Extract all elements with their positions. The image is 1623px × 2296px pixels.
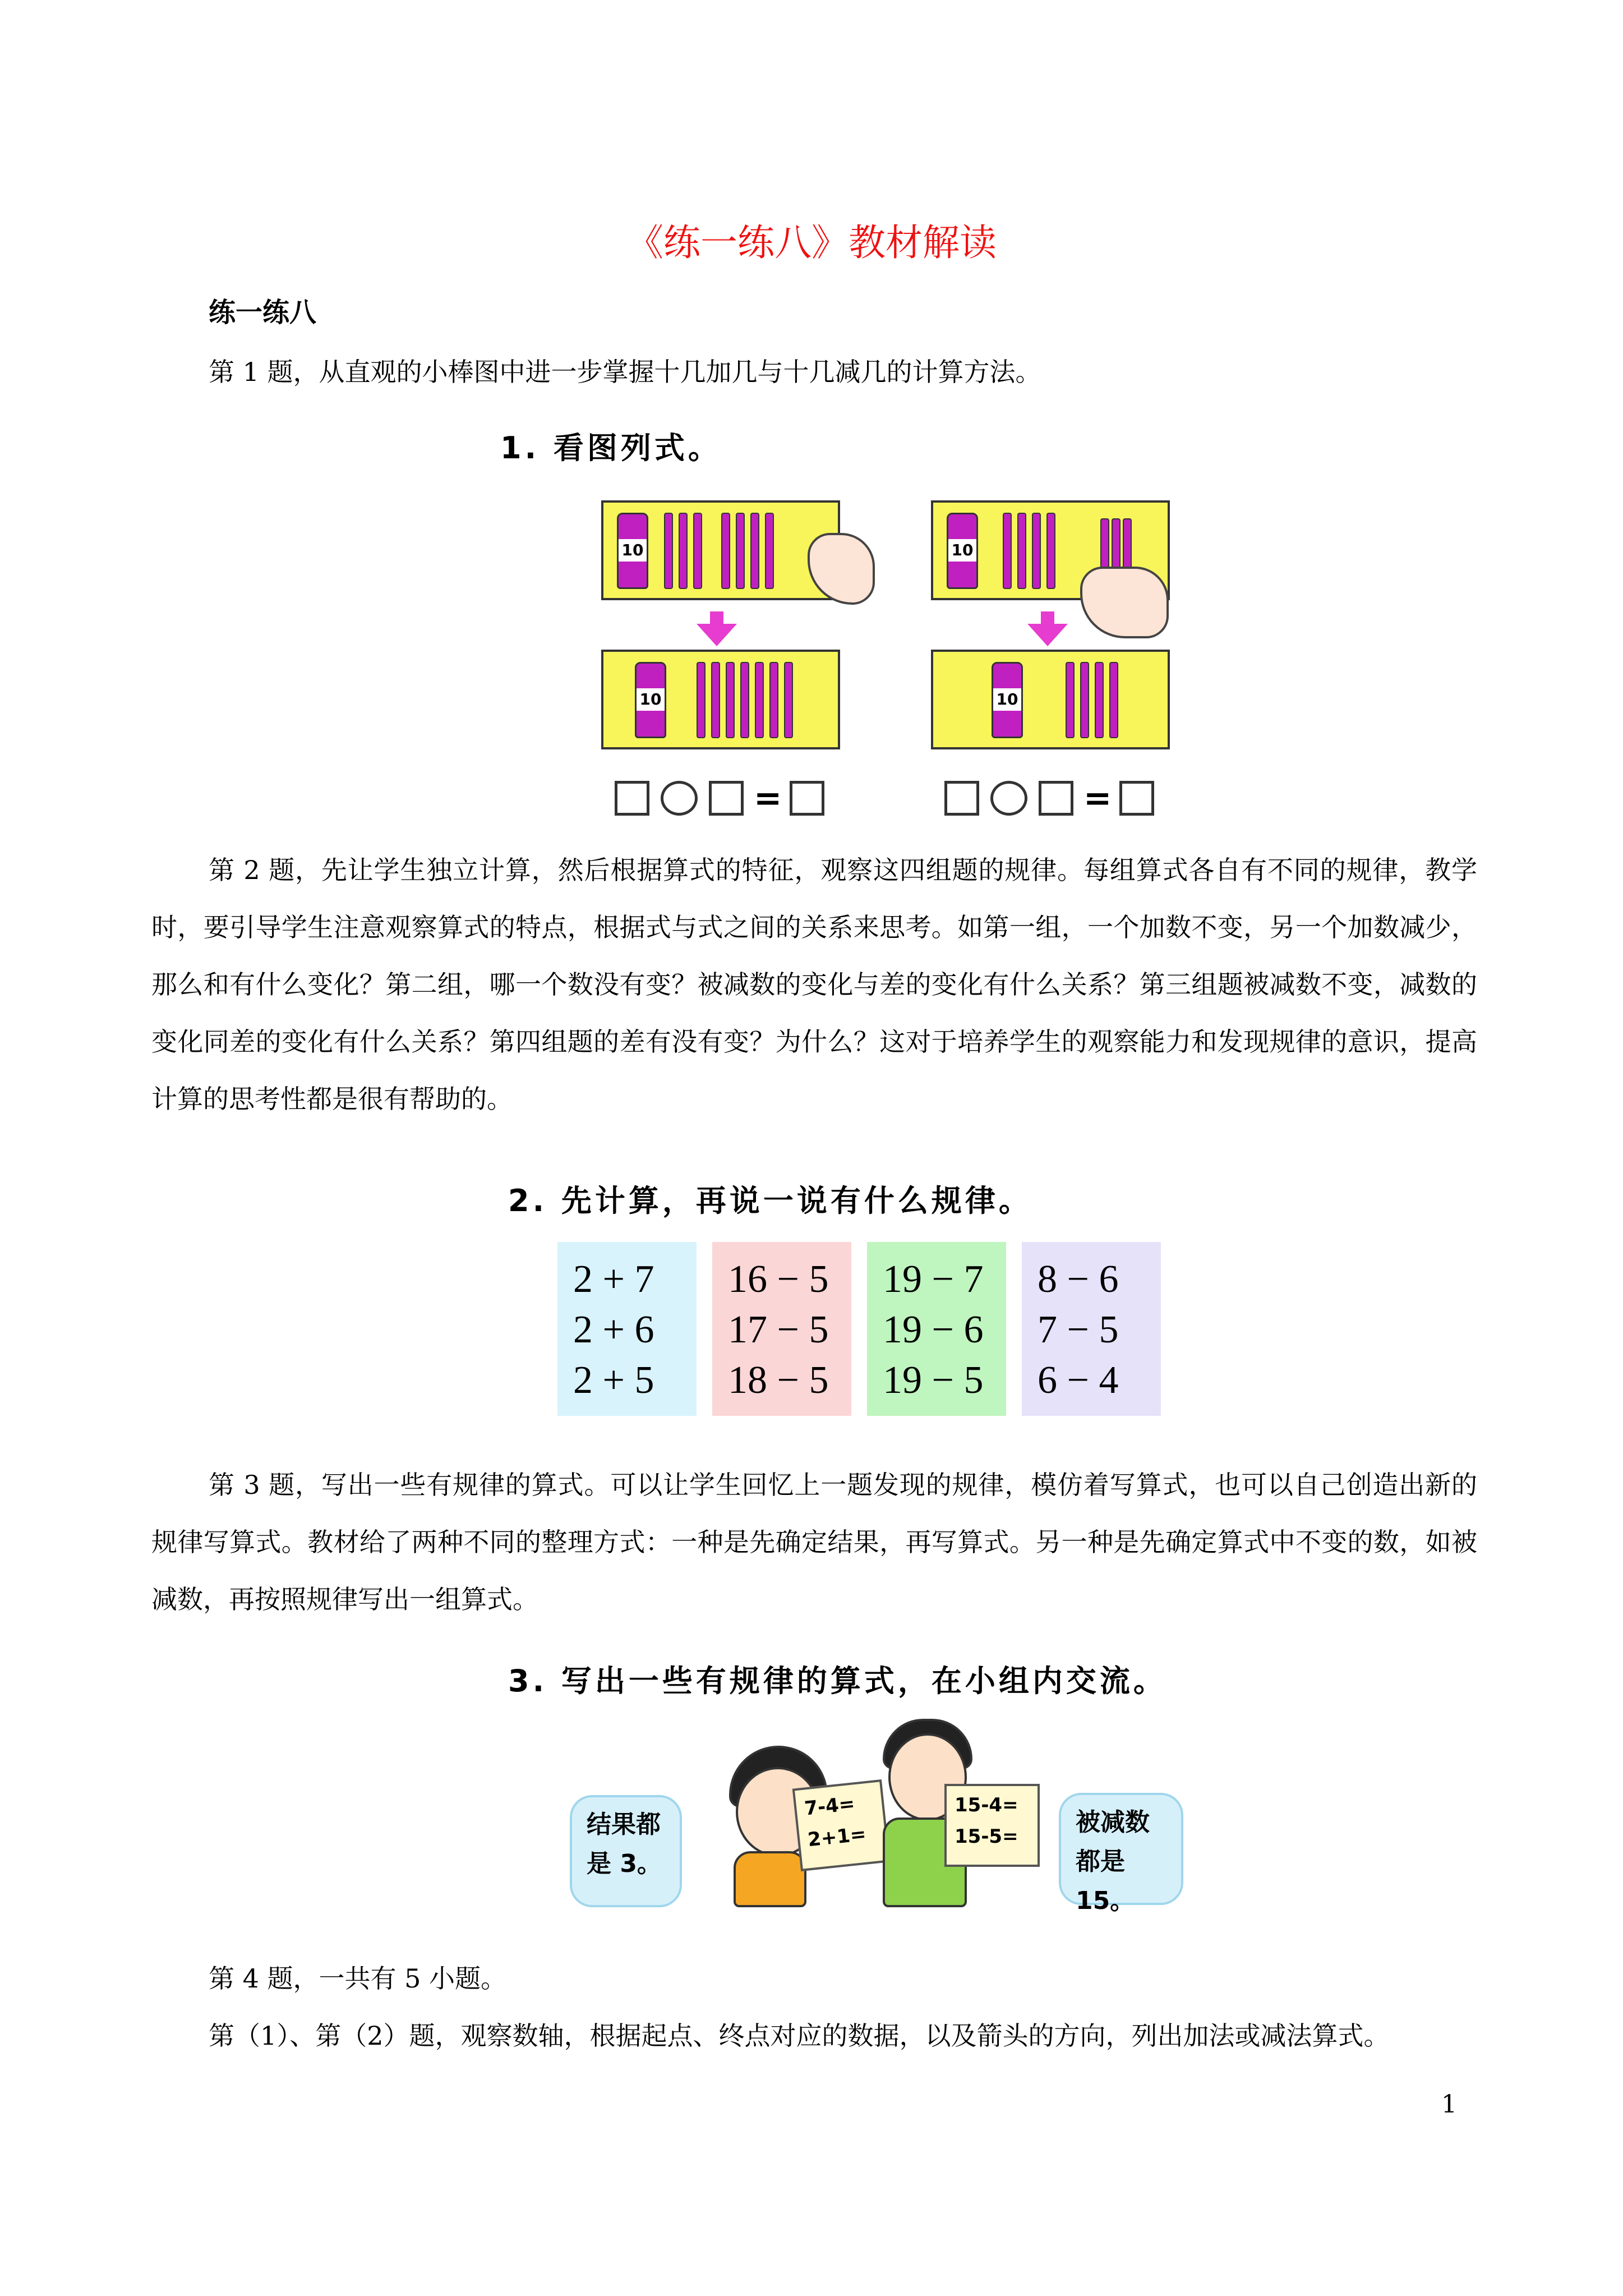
expression-group-1: [557, 1242, 697, 1416]
expression-group-2: [712, 1242, 851, 1416]
bundle-label: 10: [993, 688, 1021, 711]
expression: 2 + 6: [573, 1308, 654, 1351]
speech-bubble-left: [570, 1795, 682, 1907]
stick-icon: [1066, 662, 1075, 738]
page-number: 1: [1441, 2090, 1457, 2119]
paragraph-5-text: 第（1）、第（2）题，观察数轴，根据起点、终点对应的数据，以及箭头的方向，列出加法或减法算式。: [209, 2021, 1390, 2051]
stick-icon: [769, 662, 778, 738]
stick-icon: [1046, 513, 1055, 589]
paragraph-4: [151, 1950, 1477, 2007]
stick-icon: [750, 513, 759, 589]
stick-icon: [1109, 662, 1118, 738]
bubble-line: 是 3。: [587, 1849, 662, 1878]
stick-panel: [601, 650, 840, 749]
expression: 6 − 4: [1038, 1359, 1119, 1402]
expression: 18 − 5: [728, 1359, 829, 1402]
stick-icon: [1017, 513, 1026, 589]
bundle-icon: [635, 662, 666, 738]
bundle-label: 10: [948, 539, 976, 562]
expression: 8 − 6: [1038, 1258, 1119, 1301]
answer-box[interactable]: [615, 781, 649, 816]
figure-2-title: 2. 先计算，再说一说有什么规律。: [508, 1183, 1032, 1218]
equals-sign: =: [1083, 779, 1112, 818]
down-arrow-icon: [697, 624, 737, 646]
answer-card-boy: [944, 1784, 1040, 1867]
arrow-stem: [710, 611, 723, 625]
bundle-icon: [617, 513, 648, 589]
girl-body-icon: [734, 1851, 806, 1907]
card-line: 15-5=: [955, 1825, 1018, 1848]
bundle-icon: [992, 662, 1023, 738]
stick-icon: [755, 662, 764, 738]
bubble-line: 被减数: [1076, 1808, 1150, 1837]
stick-icon: [765, 513, 774, 589]
paragraph-2-text: 第 2 题，先让学生独立计算，然后根据算式的特征，观察这四组题的规律。每组算式各自有不同的规律，教学时，要引导学生注意观察算式的特点，根据式与式之间的关系来思考。如第一组，一个加数不变，另一个加数减少，那么和有什么变化？第二组，哪一个数没有变？被减数的变化与差的变化有什么关系？第三组题被减数不变，减数的变化同差的变化有什么关系？第四组题的差有没有变？为什么？这对于培养学生的观察能力和发现规律的意识，提高计算的思考性都是很有帮助的。: [151, 855, 1477, 1114]
equals-sign: =: [754, 779, 782, 818]
card-line: 15-4=: [955, 1794, 1018, 1816]
stick-icon: [1095, 662, 1104, 738]
paragraph-3: [151, 1456, 1477, 1628]
stick-icon: [1080, 662, 1089, 738]
down-arrow-icon: [1027, 624, 1068, 646]
answer-box[interactable]: [709, 781, 744, 816]
answer-box[interactable]: [1119, 781, 1154, 816]
answer-box[interactable]: [790, 781, 824, 816]
expression: 16 − 5: [728, 1258, 829, 1301]
stick-icon: [1003, 513, 1012, 589]
expression: 7 − 5: [1038, 1308, 1119, 1351]
paragraph-5: [151, 2007, 1477, 2064]
bundle-label: 10: [619, 539, 647, 562]
expression-group-4: [1022, 1242, 1161, 1416]
arrow-stem: [1041, 611, 1054, 625]
answer-card-girl: [792, 1779, 891, 1871]
stick-icon: [721, 513, 730, 589]
paragraph-4-text: 第 4 题，一共有 5 小题。: [209, 1963, 507, 1994]
stick-icon: [784, 662, 793, 738]
stick-panel: [601, 500, 840, 600]
card-line: 2+1=: [806, 1823, 868, 1852]
stick-icon: [693, 513, 702, 589]
stick-icon: [740, 662, 749, 738]
stick-icon: [679, 513, 688, 589]
stick-icon: [697, 662, 706, 738]
expression: 19 − 7: [883, 1258, 984, 1301]
operator-circle[interactable]: [661, 781, 698, 816]
bundle-label: 10: [637, 688, 665, 711]
figure-3-title: 3. 写出一些有规律的算式，在小组内交流。: [508, 1663, 1167, 1699]
card-line: 7-4=: [803, 1792, 856, 1820]
paragraph-1: [151, 343, 1477, 401]
document-title: 《练一练八》教材解读: [626, 221, 997, 264]
answer-box[interactable]: [1039, 781, 1073, 816]
bundle-icon: [947, 513, 978, 589]
section-heading: 练一练八: [209, 297, 317, 328]
stick-icon: [726, 662, 735, 738]
speech-bubble-right: [1059, 1793, 1183, 1915]
stick-icon: [1032, 513, 1041, 589]
stick-icon: [664, 513, 673, 589]
figure-1-title: 1. 看图列式。: [500, 430, 722, 466]
hand-icon: [1080, 567, 1169, 638]
expression: 2 + 5: [573, 1359, 654, 1402]
stick-icon: [711, 662, 720, 738]
operator-circle[interactable]: [990, 781, 1027, 816]
answer-box[interactable]: [944, 781, 979, 816]
expression: 19 − 5: [883, 1359, 984, 1402]
stick-icon: [736, 513, 745, 589]
paragraph-3-text: 第 3 题，写出一些有规律的算式。可以让学生回忆上一题发现的规律，模仿着写算式，也可以自己创造出新的规律写算式。教材给了两种不同的整理方式：一种是先确定结果，再写算式。另一种是先确定算式中不变的数，如被减数，再按照规律写出一组算式。: [151, 1470, 1477, 1614]
expression-group-3: [867, 1242, 1006, 1416]
expression: 2 + 7: [573, 1258, 654, 1301]
expression: 17 − 5: [728, 1308, 829, 1351]
stick-panel: [931, 650, 1170, 749]
paragraph-1-text: 第 1 题，从直观的小棒图中进一步掌握十几加几与十几减几的计算方法。: [209, 357, 1041, 387]
bubble-line: 结果都: [587, 1810, 661, 1839]
expression: 19 − 6: [883, 1308, 984, 1351]
bubble-line: 都是 15。: [1076, 1847, 1135, 1915]
paragraph-2: [151, 841, 1477, 1128]
